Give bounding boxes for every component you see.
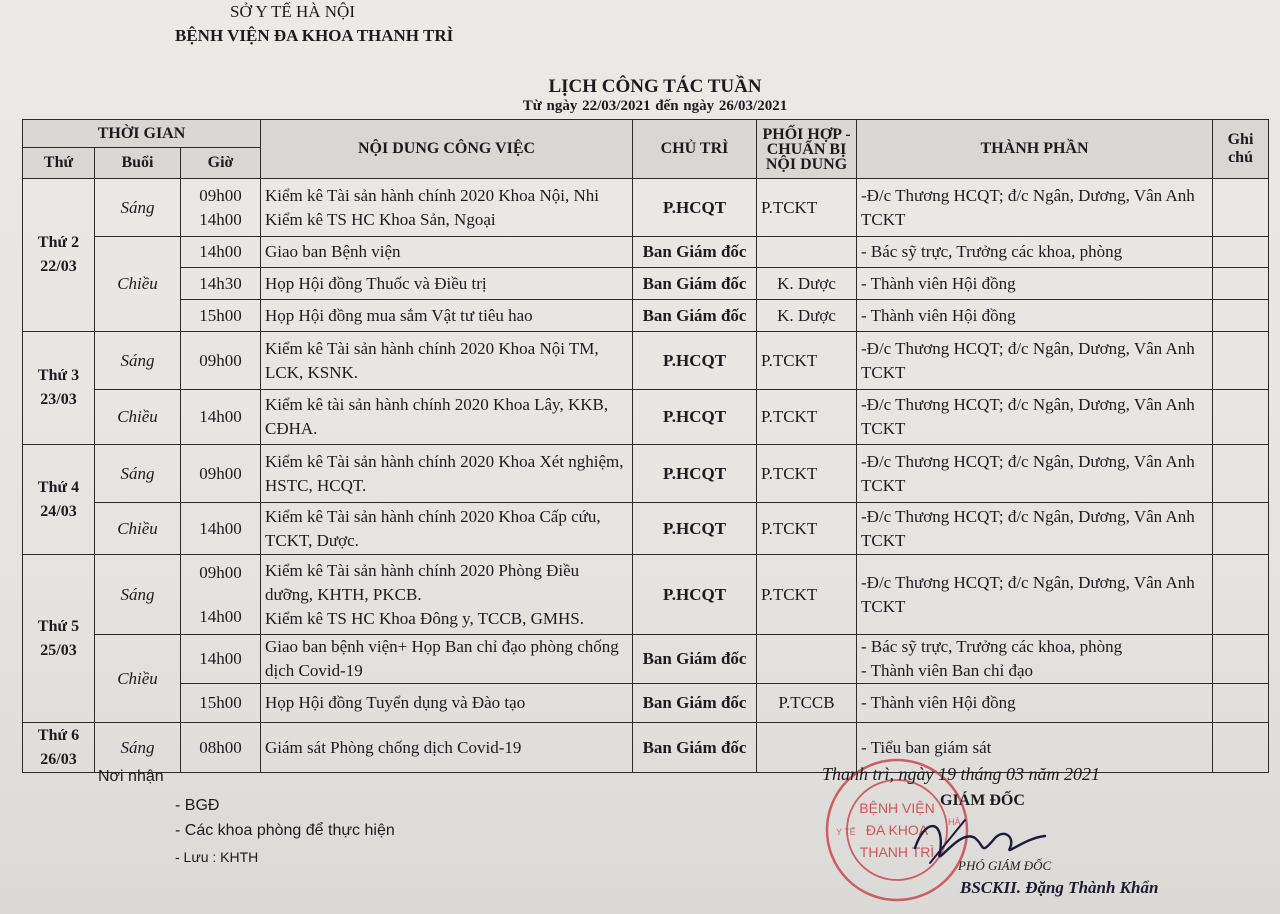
table-row: [23, 390, 1269, 445]
content-cell: Giám sát Phòng chống dịch Covid-19: [261, 723, 633, 773]
col-thu: Thứ: [23, 148, 95, 179]
session-cell: Sáng: [95, 332, 181, 390]
day-cell: Thứ 3 23/03: [23, 332, 95, 445]
participants-cell: - Bác sỹ trực, Trưởng các khoa, phòng: [857, 237, 1213, 268]
coord-cell: [757, 635, 857, 684]
note-cell: [1213, 237, 1269, 268]
note-cell: [1213, 300, 1269, 332]
day-cell: Thứ 5 25/03: [23, 555, 95, 723]
participants-cell: - Thành viên Hội đồng: [857, 684, 1213, 723]
coord-cell: K. Dược: [757, 300, 857, 332]
session-cell: Sáng: [95, 555, 181, 635]
col-thoi-gian: THỜI GIAN: [23, 120, 261, 148]
note-cell: [1213, 503, 1269, 555]
host-cell: P.HCQT: [633, 179, 757, 237]
col-buoi: Buổi: [95, 148, 181, 179]
time-cell: 14h30: [181, 268, 261, 300]
col-gio: Giờ: [181, 148, 261, 179]
org-name: SỞ Y TẾ HÀ NỘI: [230, 2, 355, 21]
table-row: [23, 268, 1269, 300]
table-row: [23, 300, 1269, 332]
content-cell: Họp Hội đồng Tuyển dụng và Đào tạo: [261, 684, 633, 723]
time-cell: 08h00: [181, 723, 261, 773]
table-row: [23, 635, 1269, 684]
time-cell: 09h00 14h00: [181, 179, 261, 237]
date-place: Thanh trì, ngày 19 tháng 03 năm 2021: [822, 764, 1101, 784]
col-phoi-hop: PHỐI HỢP - CHUẨN BỊ NỘI DUNG: [757, 120, 857, 179]
coord-cell: P.TCKT: [757, 179, 857, 237]
col-chu-tri: CHỦ TRÌ: [633, 120, 757, 179]
time-cell: 15h00: [181, 684, 261, 723]
time-cell: 14h00: [181, 237, 261, 268]
coord-cell: K. Dược: [757, 268, 857, 300]
session-cell: Sáng: [95, 723, 181, 773]
hospital-name: BỆNH VIỆN ĐA KHOA THANH TRÌ: [175, 26, 454, 45]
time-cell: 14h00: [181, 635, 261, 684]
host-cell: P.HCQT: [633, 555, 757, 635]
svg-text:HÀ: HÀ: [948, 817, 961, 827]
content-cell: Kiểm kê Tài sản hành chính 2020 Khoa Nội, Nhi Kiểm kê TS HC Khoa Sản, Ngoại: [261, 179, 633, 237]
time-cell: 14h00: [181, 390, 261, 445]
note-cell: [1213, 268, 1269, 300]
col-thanh-phan: THÀNH PHẦN: [857, 120, 1213, 179]
time-cell: 09h00: [181, 445, 261, 503]
content-cell: Kiểm kê Tài sản hành chính 2020 Khoa Cấp cứu, TCKT, Dược.: [261, 503, 633, 555]
content-cell: Giao ban Bệnh viện: [261, 237, 633, 268]
recipient-item: - Các khoa phòng để thực hiện: [175, 822, 395, 839]
participants-cell: - Bác sỹ trực, Trưởng các khoa, phòng - Thành viên Ban chỉ đạo: [857, 635, 1213, 684]
note-cell: [1213, 445, 1269, 503]
session-cell: Chiều: [95, 390, 181, 445]
svg-text:Y TẾ: Y TẾ: [836, 827, 856, 837]
coord-cell: [757, 237, 857, 268]
col-ghi-chu: Ghi chú: [1213, 120, 1269, 179]
note-cell: [1213, 179, 1269, 237]
participants-cell: -Đ/c Thương HCQT; đ/c Ngân, Dương, Vân Anh TCKT: [857, 179, 1213, 237]
participants-cell: - Thành viên Hội đồng: [857, 268, 1213, 300]
participants-cell: -Đ/c Thương HCQT; đ/c Ngân, Dương, Vân Anh TCKT: [857, 445, 1213, 503]
content-cell: Kiểm kê tài sản hành chính 2020 Khoa Lây, KKB, CĐHA.: [261, 390, 633, 445]
content-cell: Giao ban bệnh viện+ Họp Ban chỉ đạo phòng chống dịch Covid-19: [261, 635, 633, 684]
coord-cell: P.TCKT: [757, 555, 857, 635]
table-row: [23, 555, 1269, 635]
host-cell: Ban Giám đốc: [633, 237, 757, 268]
coord-cell: P.TCKT: [757, 445, 857, 503]
participants-cell: -Đ/c Thương HCQT; đ/c Ngân, Dương, Vân Anh TCKT: [857, 332, 1213, 390]
participants-cell: - Tiểu ban giám sát: [857, 723, 1213, 773]
coord-cell: P.TCKT: [757, 503, 857, 555]
host-cell: Ban Giám đốc: [633, 635, 757, 684]
page-title: LỊCH CÔNG TÁC TUẦN: [548, 76, 762, 97]
note-cell: [1213, 635, 1269, 684]
host-cell: P.HCQT: [633, 332, 757, 390]
participants-cell: -Đ/c Thương HCQT; đ/c Ngân, Dương, Vân Anh TCKT: [857, 390, 1213, 445]
recipient-item: - BGĐ: [175, 797, 220, 814]
coord-cell: P.TCCB: [757, 684, 857, 723]
note-cell: [1213, 723, 1269, 773]
participants-cell: -Đ/c Thương HCQT; đ/c Ngân, Dương, Vân Anh TCKT: [857, 503, 1213, 555]
host-cell: P.HCQT: [633, 445, 757, 503]
table-row: [23, 237, 1269, 268]
table-row: [23, 332, 1269, 390]
session-cell: Sáng: [95, 179, 181, 237]
note-cell: [1213, 684, 1269, 723]
header-row-1: [23, 120, 1269, 148]
session-cell: Chiều: [95, 503, 181, 555]
day-cell: Thứ 4 24/03: [23, 445, 95, 555]
content-cell: Họp Hội đồng Thuốc và Điều trị: [261, 268, 633, 300]
content-cell: Kiểm kê Tài sản hành chính 2020 Phòng Điều dưỡng, KHTH, PKCB. Kiểm kê TS HC Khoa Đông y, TCCB, GMHS.: [261, 555, 633, 635]
table-row: [23, 445, 1269, 503]
content-cell: Họp Hội đồng mua sắm Vật tư tiêu hao: [261, 300, 633, 332]
host-cell: Ban Giám đốc: [633, 723, 757, 773]
deputy-title: PHÓ GIÁM ĐỐC: [958, 858, 1052, 873]
host-cell: Ban Giám đốc: [633, 684, 757, 723]
note-cell: [1213, 555, 1269, 635]
col-noi-dung: NỘI DUNG CÔNG VIỆC: [261, 120, 633, 179]
host-cell: P.HCQT: [633, 390, 757, 445]
table-row: [23, 179, 1269, 237]
svg-text:BỆNH VIỆN: BỆNH VIỆN: [859, 800, 935, 816]
participants-cell: -Đ/c Thương HCQT; đ/c Ngân, Dương, Vân Anh TCKT: [857, 555, 1213, 635]
signer-name: BSCKII. Đặng Thành Khẩn: [960, 878, 1159, 897]
coord-cell: P.TCKT: [757, 332, 857, 390]
day-cell: Thứ 6 26/03: [23, 723, 95, 773]
session-cell: Chiều: [95, 635, 181, 723]
note-cell: [1213, 332, 1269, 390]
signer-role: GIÁM ĐỐC: [940, 792, 1025, 809]
session-cell: Chiều: [95, 237, 181, 332]
host-cell: Ban Giám đốc: [633, 300, 757, 332]
svg-text:ĐA KHOA: ĐA KHOA: [865, 822, 929, 838]
time-cell: 09h00: [181, 332, 261, 390]
coord-cell: P.TCKT: [757, 390, 857, 445]
day-cell: Thứ 2 22/03: [23, 179, 95, 332]
host-cell: Ban Giám đốc: [633, 268, 757, 300]
table-row: [23, 684, 1269, 723]
svg-text:THANH TRÌ: THANH TRÌ: [859, 844, 935, 860]
schedule-table: [22, 119, 1269, 773]
recipients-label: Nơi nhận: [98, 768, 164, 785]
time-cell: 15h00: [181, 300, 261, 332]
content-cell: Kiểm kê Tài sản hành chính 2020 Khoa Xét nghiệm, HSTC, HCQT.: [261, 445, 633, 503]
note-cell: [1213, 390, 1269, 445]
participants-cell: - Thành viên Hội đồng: [857, 300, 1213, 332]
recipient-item: - Lưu : KHTH: [175, 849, 259, 865]
content-cell: Kiểm kê Tài sản hành chính 2020 Khoa Nội TM, LCK, KSNK.: [261, 332, 633, 390]
table-row: [23, 503, 1269, 555]
session-cell: Sáng: [95, 445, 181, 503]
date-range: Từ ngày 22/03/2021 đến ngày 26/03/2021: [522, 98, 788, 114]
host-cell: P.HCQT: [633, 503, 757, 555]
time-cell: 09h00 14h00: [181, 555, 261, 635]
time-cell: 14h00: [181, 503, 261, 555]
